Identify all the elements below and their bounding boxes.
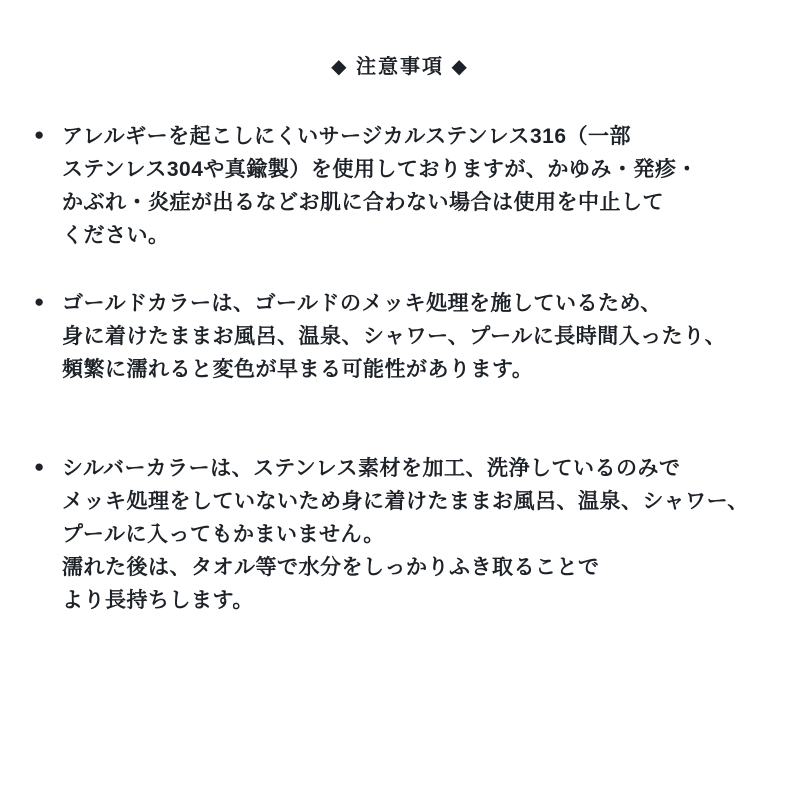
notice-item-silver-color (0, 452, 800, 617)
bullet-icon: ● (34, 292, 45, 311)
notice-item-text: シルバーカラーは、ステンレス素材を加工、洗浄しているのみで メッキ処理をしていないため身に着けたままお風呂、温泉、シャワー、 プールに入ってもかまいません。 濡れた後は、タオル等で水分をしっかりふき取ることで より長持ちします。 (62, 457, 749, 612)
notice-item-allergy (0, 120, 800, 252)
bullet-icon: ● (34, 125, 45, 144)
notice-item-text: ゴールドカラーは、ゴールドのメッキ処理を施しているため、 身に着けたままお風呂、温泉、シャワー、プールに長時間入ったり、 頻繁に濡れると変色が早まる可能性があります。 (62, 292, 727, 381)
notice-item-text: アレルギーを起こしにくいサージカルステンレス316（一部 ステンレス304や真鍮製）を使用しておりますが、かゆみ・発疹・ かぶれ・炎症が出るなどお肌に合わない場合は使用を中止して ください。 (62, 125, 698, 247)
notice-item-gold-color (0, 287, 800, 386)
bullet-icon: ● (34, 457, 45, 476)
page-title: ◆ 注意事項 ◆ (331, 56, 469, 78)
notice-list (0, 120, 800, 617)
